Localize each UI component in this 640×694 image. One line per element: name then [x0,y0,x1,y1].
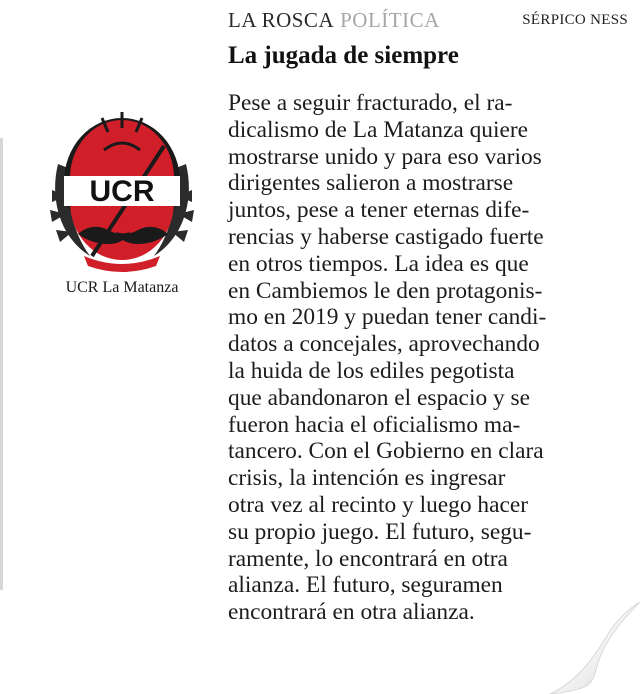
article-body [228,90,628,626]
body-line: crisis, la intención es ingresar [228,465,506,492]
ucr-logo [44,106,200,274]
body-line: que abandonaron el espacio y se [228,384,531,411]
body-line: dicalismo de La Matanza quiere [228,116,529,143]
ucr-shield-icon [44,106,200,274]
body-line: encontrará en otra alianza. [228,599,475,626]
body-line: la huida de los ediles pegotista [228,357,515,384]
body-line: datos a concejales, aprovechando [228,331,540,358]
body-line: otra vez al recinto y luego hacer [228,491,529,518]
author-byline: SÉRPICO NESS [522,12,628,28]
body-line: mostrarse unido y para eso varios [228,143,542,170]
logo-text: UCR [89,175,155,208]
body-line: ramente, lo encontrará en otra [228,545,508,572]
body-line: en otros tiempos. La idea es que [228,250,529,277]
body-line: fueron hacia el oficialismo ma- [228,411,521,438]
logo-caption: UCR La Matanza [65,279,179,296]
body-line: alianza. El futuro, seguramen [228,572,503,599]
body-line: rencias y haberse castigado fuerte [228,223,544,250]
body-line: su propio juego. El futuro, segu- [228,518,532,545]
section-tag: POLÍTICA [340,8,440,32]
left-border-rule [0,138,3,590]
section-name: LA ROSCA [228,8,335,32]
body-line: juntos, pese a tener eternas dife- [228,197,530,224]
body-line: en Cambiemos le den protagonis- [228,277,543,304]
page-curl-corner [530,584,640,694]
body-line: dirigentes salieron a mostrarse [228,170,514,197]
body-line: tancero. Con el Gobierno en clara [228,438,544,465]
body-line: Pese a seguir fracturado, el ra- [228,90,513,116]
section-header [228,8,440,33]
article-headline: La jugada de siempre [228,42,459,69]
body-line: mo en 2019 y puedan tener candi- [228,304,547,331]
